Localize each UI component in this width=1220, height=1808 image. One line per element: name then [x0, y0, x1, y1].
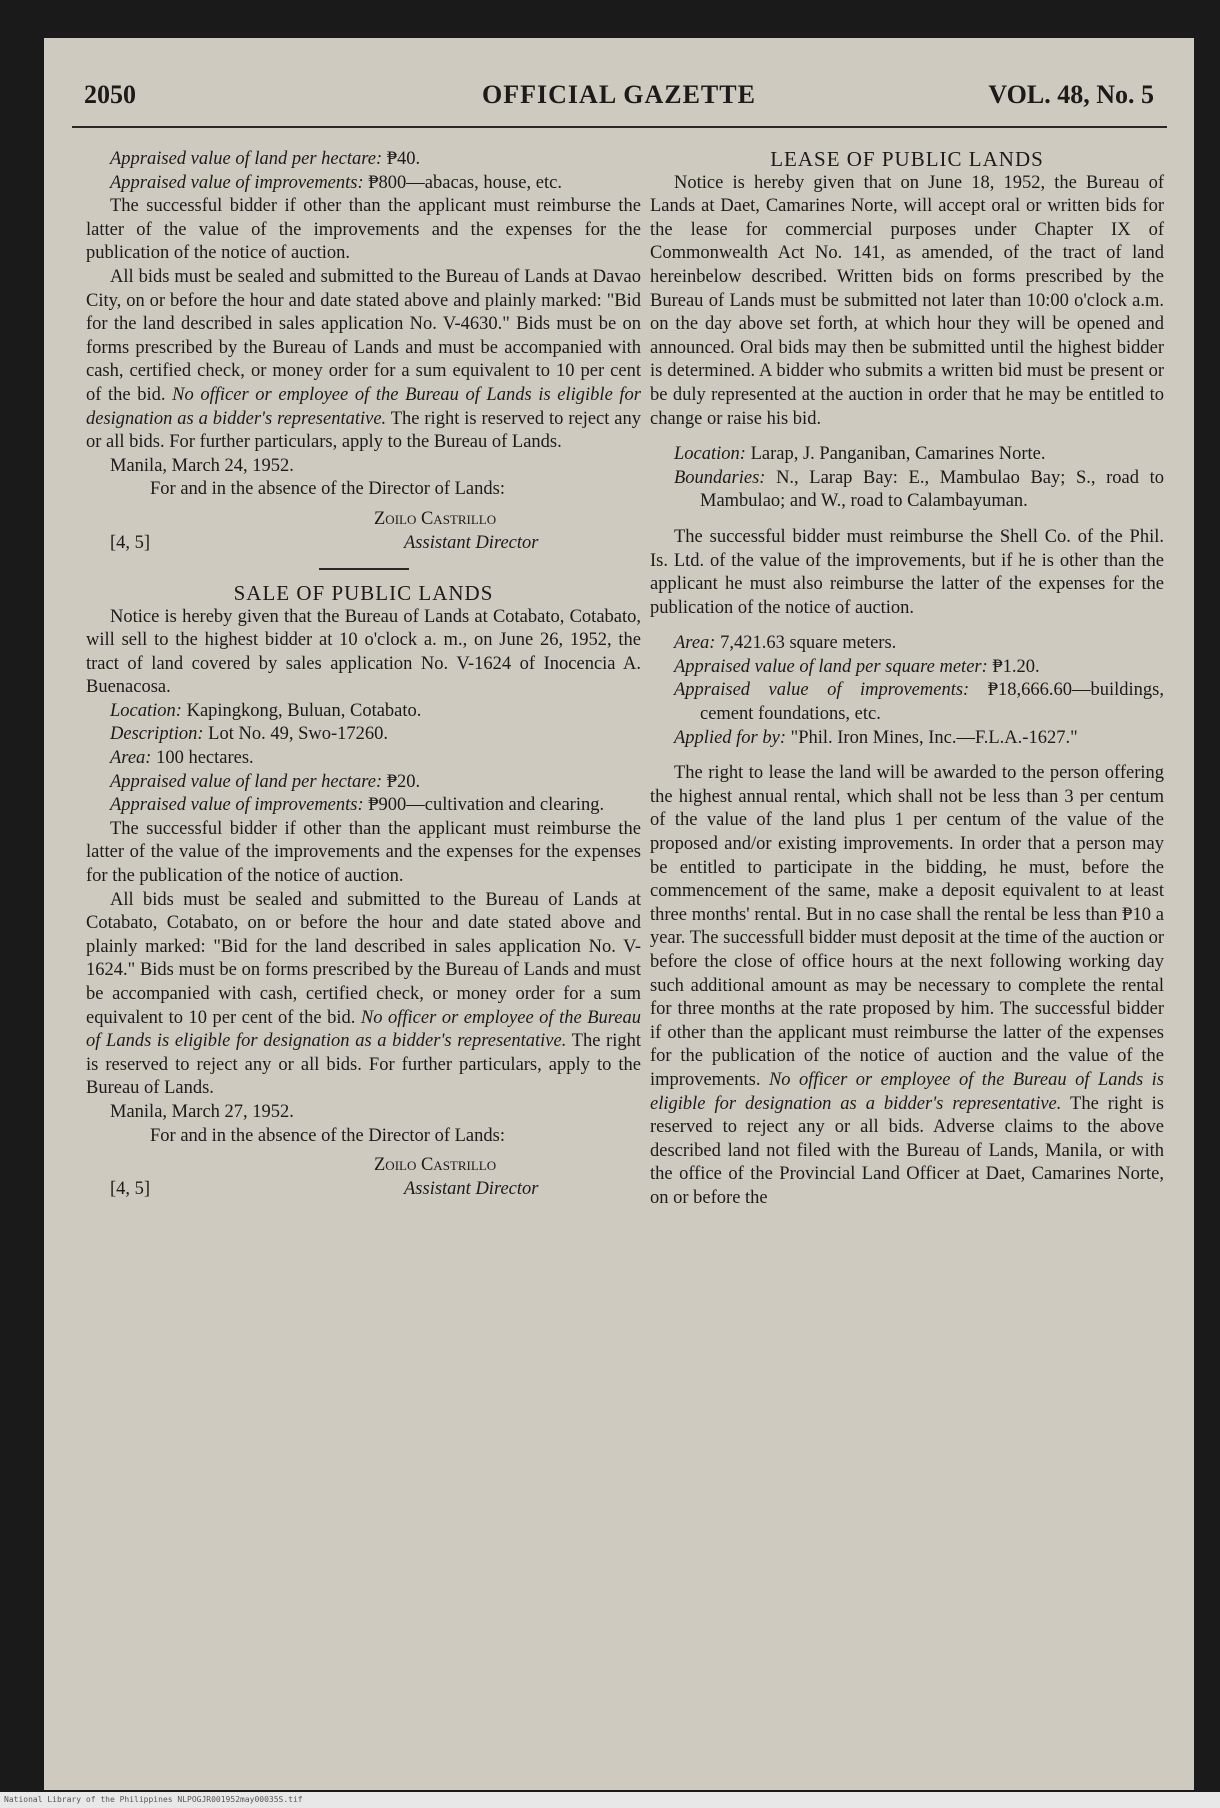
lease-item: Applied for by: "Phil. Iron Mines, Inc.—F.L.A.-1627."	[674, 727, 1078, 748]
lease-item: Boundaries: N., Larap Bay: E., Mambulao Bay; S., road to Mambulao; and W., road to Calambayuman.	[674, 467, 1164, 512]
gazette-page	[44, 38, 1194, 1790]
signatory-name: Zoilo Castrillo	[374, 508, 497, 529]
sale-item: Area: 100 hectares.	[110, 748, 254, 769]
section-divider	[319, 568, 409, 570]
lease-heading: LEASE OF PUBLIC LANDS	[770, 147, 1044, 171]
date-line: Manila, March 24, 1952.	[110, 455, 294, 476]
page-number: 2050	[84, 80, 136, 109]
appraised-land-line: Appraised value of land per hectare: ₱40.	[110, 149, 421, 169]
signatory-role: Assistant Director	[404, 532, 539, 553]
bids-paragraph: All bids must be sealed and submitted to the Bureau of Lands at Davao City, on or before the hour and date stated above and plainly marked: "Bid for the land described in sales application No. V-4630." Bids must be on forms prescribed by the Bureau of Lands and must be accompanied with cash, certified check, or money order for a sum equivalent to 10 per cent of the bid. No officer or employee of the Bureau of Lands is eligible for designation as a bidder's representative. The right is reserved to reject any or all bids. For further particulars, apply to the Bureau of Lands.	[86, 266, 642, 453]
publication-title: OFFICIAL GAZETTE	[482, 80, 756, 109]
lease-notice: Notice is hereby given that on June 18, 1952, the Bureau of Lands at Daet, Camarines Norte, will accept oral or written bids for the lease for commercial purposes under Chapter IX of Commonwealth Act No. 141, as amended, of the tract of land hereinbelow described. Written bids on forms prescribed by the Bureau of Lands must be submitted not later than 10:00 o'clock a.m. on the day above set forth, at which hour they will be opened and announced. Oral bids may then be submitted until the highest bidder is determined. A bidder who submits a written bid must be present or be duly represented at the auction in order that he may be entitled to change or raise his bid.	[650, 172, 1164, 429]
absence-line: For and in the absence of the Director of Lands:	[150, 479, 505, 500]
issue-reference: [4, 5]	[110, 532, 151, 553]
reimburse-paragraph: The successful bidder if other than the applicant must reimburse the latter of the value of the improvements and the expenses for the publication of the notice of auction.	[86, 196, 641, 264]
sale-item: Appraised value of improvements: ₱900—cultivation and clearing.	[110, 795, 605, 816]
appraised-improvements-line: Appraised value of improvements: ₱800—abacas, house, etc.	[110, 172, 562, 193]
page-header	[84, 80, 1154, 120]
lease-item: Area: 7,421.63 square meters.	[674, 633, 897, 654]
right-column	[650, 148, 1164, 1211]
sale-item: Appraised value of land per hectare: ₱20.	[110, 771, 421, 792]
sale-signature-block	[86, 1154, 641, 1206]
lease-reimburse: The successful bidder must reimburse the Shell Co. of the Phil. Is. Ltd. of the value of the improvements, but if he is other than the applicant he must also reimburse the latter of the expenses for the publication of the notice of auction.	[650, 526, 1164, 618]
volume-number: VOL. 48, No. 5	[988, 80, 1154, 109]
lease-item: Appraised value of land per square meter: ₱1.20.	[674, 656, 1040, 677]
sale-absence: For and in the absence of the Director of Lands:	[150, 1125, 505, 1146]
sale-reimburse: The successful bidder if other than the applicant must reimburse the latter of the value of the improvements and the expenses for the expenses for the publication of the notice of auction.	[86, 818, 641, 887]
sale-item: Location: Kapingkong, Buluan, Cotabato.	[110, 700, 422, 721]
scan-footer: National Library of the Philippines NLPOGJR001952may00035S.tif	[0, 1792, 1220, 1808]
lease-terms: The right to lease the land will be awarded to the person offering the highest annual rental, which shall not be less than 3 per centum of the value of the land plus 1 per centum of the value of the proposed and/or existing improvements. In order that a person may be entitled to participate in the bidding, he must, before the commencement of the same, make a deposit equivalent to at least three months' rental. But in no case shall the rental be less than ₱10 a year. The successfull bidder must deposit at the time of the auction or before the close of office hours at the next following working day such additional amount as may be necessary to complete the rental for three months at the rate proposed by him. The successful bidder if other than the applicant must reimburse the latter of the expenses for the publication of the notice of auction and the value of the improvements. No officer or employee of the Bureau of Lands is eligible for designation as a bidder's representative. The right is reserved to reject any or all bids. Adverse claims to the above described land not filed with the Bureau of Lands, Manila, or with the office of the Provincial Land Officer at Daet, Camarines Norte, on or before the	[650, 763, 1164, 1208]
lease-item: Appraised value of improvements: ₱18,666.60—buildings, cement foundations, etc.	[674, 680, 1164, 725]
header-rule	[72, 126, 1167, 128]
sale-item: Description: Lot No. 49, Swo-17260.	[110, 724, 389, 745]
sale-signatory-name: Zoilo Castrillo	[374, 1155, 497, 1176]
sale-notice: Notice is hereby given that the Bureau of Lands at Cotabato, Cotabato, will sell to the highest bidder at 10 o'clock a. m., on June 26, 1952, the tract of land covered by sales application No. V-1624 of Inocencia A. Buenacosa.	[86, 606, 641, 698]
sale-bids: All bids must be sealed and submitted to the Bureau of Lands at Cotabato, Cotabato, on or before the hour and date stated above and plainly marked: "Bid for the land described in sales application No. V-1624." Bids must be on forms prescribed by the Bureau of Lands and must be accompanied with cash, certified check, or money order for a sum equivalent to 10 per cent of the bid. No officer or employee of the Bureau of Lands is eligible for designation as a bidder's representative. The right is reserved to reject any or all bids. For further particulars, apply to the Bureau of Lands.	[86, 889, 641, 1099]
sale-issue-reference: [4, 5]	[110, 1179, 151, 1200]
left-column	[86, 148, 641, 1214]
sale-date: Manila, March 27, 1952.	[110, 1101, 294, 1122]
signature-block	[86, 508, 641, 560]
lease-item: Location: Larap, J. Panganiban, Camarines Norte.	[674, 444, 1046, 465]
sale-heading: SALE OF PUBLIC LANDS	[233, 580, 494, 605]
sale-signatory-role: Assistant Director	[404, 1179, 539, 1200]
